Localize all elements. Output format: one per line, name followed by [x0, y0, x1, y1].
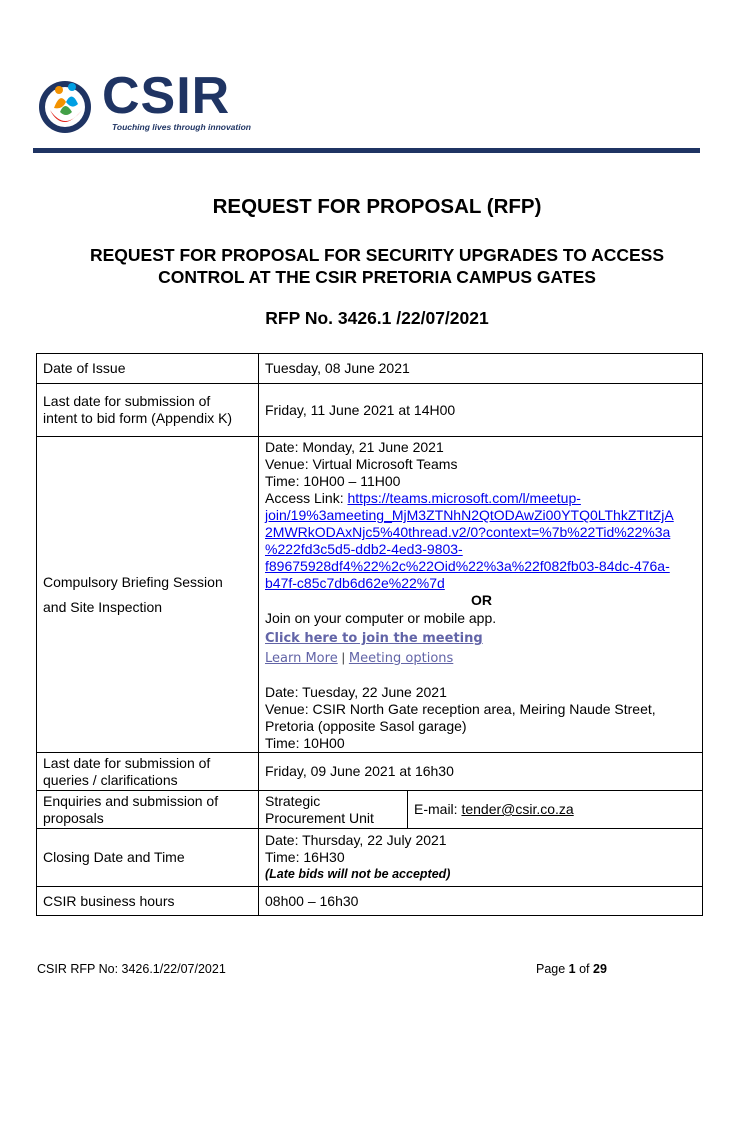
briefing-venue: Venue: Virtual Microsoft Teams — [265, 456, 458, 472]
label-line: intent to bid form (Appendix K) — [43, 410, 233, 426]
row-value-briefing — [259, 437, 703, 753]
briefing-date: Date: Monday, 21 June 2021 — [265, 439, 444, 455]
join-meeting-link[interactable]: Click here to join the meeting — [265, 631, 483, 646]
access-link-label: Access Link: — [265, 490, 348, 506]
subtitle-line-2: CONTROL AT THE CSIR PRETORIA CAMPUS GATES — [158, 267, 596, 287]
closing-date: Date: Thursday, 22 July 2021 — [265, 832, 447, 848]
email-label: E-mail: — [414, 801, 462, 817]
label-line: proposals — [43, 809, 104, 826]
label-line: Compulsory Briefing Session — [43, 573, 223, 590]
closing-time: Time: 16H30 — [265, 849, 345, 865]
rfp-details-table — [36, 353, 703, 916]
row-label-briefing — [37, 437, 259, 753]
email-link[interactable]: tender@csir.co.za — [461, 801, 574, 817]
label-line: and Site Inspection — [43, 598, 163, 615]
row-label-business-hours: CSIR business hours — [37, 887, 259, 916]
learn-more-link[interactable]: Learn More — [265, 651, 338, 666]
link-separator: | — [341, 650, 345, 665]
site-venue-line-1: Venue: CSIR North Gate reception area, Meiring Naude Street, — [265, 701, 656, 717]
teams-options-row — [265, 649, 696, 667]
document-subtitle — [0, 244, 754, 288]
subtitle-line-1: REQUEST FOR PROPOSAL FOR SECURITY UPGRADES TO ACCESS — [89, 245, 664, 265]
row-value-intent-to-bid: Friday, 11 June 2021 at 14H00 — [259, 384, 703, 437]
header-rule — [33, 148, 700, 153]
site-date: Date: Tuesday, 22 June 2021 — [265, 684, 447, 700]
footer-rfp-ref: CSIR RFP No: 3426.1/22/07/2021 — [37, 962, 226, 976]
row-label-enquiries — [37, 791, 259, 829]
logo-tagline: Touching lives through innovation — [112, 122, 251, 132]
late-bids-note: (Late bids will not be accepted) — [265, 867, 451, 881]
or-separator: OR — [471, 592, 492, 608]
site-venue-line-2: Pretoria (opposite Sasol garage) — [265, 718, 467, 734]
page-word: Page — [536, 962, 569, 976]
rfp-number: RFP No. 3426.1 /22/07/2021 — [265, 308, 489, 328]
document-title: REQUEST FOR PROPOSAL (RFP) — [212, 195, 542, 218]
row-label-date-of-issue: Date of Issue — [37, 354, 259, 384]
of-word: of — [575, 962, 593, 976]
row-label-intent-to-bid — [37, 384, 259, 437]
table-row — [37, 384, 703, 437]
row-value-queries: Friday, 09 June 2021 at 16h30 — [259, 753, 703, 791]
email-cell — [408, 791, 703, 829]
label-line: Last date for submission of — [43, 393, 211, 409]
unit-line: Procurement Unit — [265, 809, 374, 826]
unit-line: Strategic — [265, 792, 321, 809]
table-row — [37, 829, 703, 887]
table-row — [37, 887, 703, 916]
meeting-options-link[interactable]: Meeting options — [348, 651, 454, 666]
join-meeting-row — [265, 629, 696, 647]
csir-logo — [32, 67, 262, 136]
table-row — [37, 791, 703, 829]
table-row — [37, 354, 703, 384]
procurement-unit-cell — [259, 791, 408, 829]
logo-wordmark: CSIR — [102, 67, 231, 125]
table-row — [37, 437, 703, 753]
table-row — [37, 753, 703, 791]
join-text: Join on your computer or mobile app. — [265, 610, 497, 626]
row-value-closing — [259, 829, 703, 887]
footer-page-number — [536, 962, 607, 976]
site-time: Time: 10H00 — [265, 735, 345, 751]
row-value-date-of-issue: Tuesday, 08 June 2021 — [259, 354, 703, 384]
briefing-time: Time: 10H00 – 11H00 — [265, 473, 401, 489]
page-current: 1 — [568, 962, 576, 976]
access-link-block — [265, 490, 696, 592]
row-value-business-hours: 08h00 – 16h30 — [259, 887, 703, 916]
csir-emblem-icon — [32, 74, 100, 136]
row-label-closing: Closing Date and Time — [37, 829, 259, 887]
teams-meeting-link[interactable]: https://teams.microsoft.com/l/meetup- join/19%3ameeting_MjM3ZTNhN2QtODAwZi00YTQ0LThkZTItZjA 2MWRkODAxNjc5%40thread.v2/0?context=%7b%22Tid%22%3a %222fd3c5d5-ddb2-4ed3-9803- f89675928df4%22%2c%22Oid%22%3a%22f082fb03-84dc-476a- b47f-c85c7db6d62e%22%7d — [265, 490, 674, 591]
row-label-queries — [37, 753, 259, 791]
label-line: Last date for submission of — [43, 754, 211, 771]
label-line: queries / clarifications — [43, 771, 178, 788]
page-total: 29 — [593, 962, 607, 976]
label-line: Enquiries and submission of — [43, 792, 219, 809]
